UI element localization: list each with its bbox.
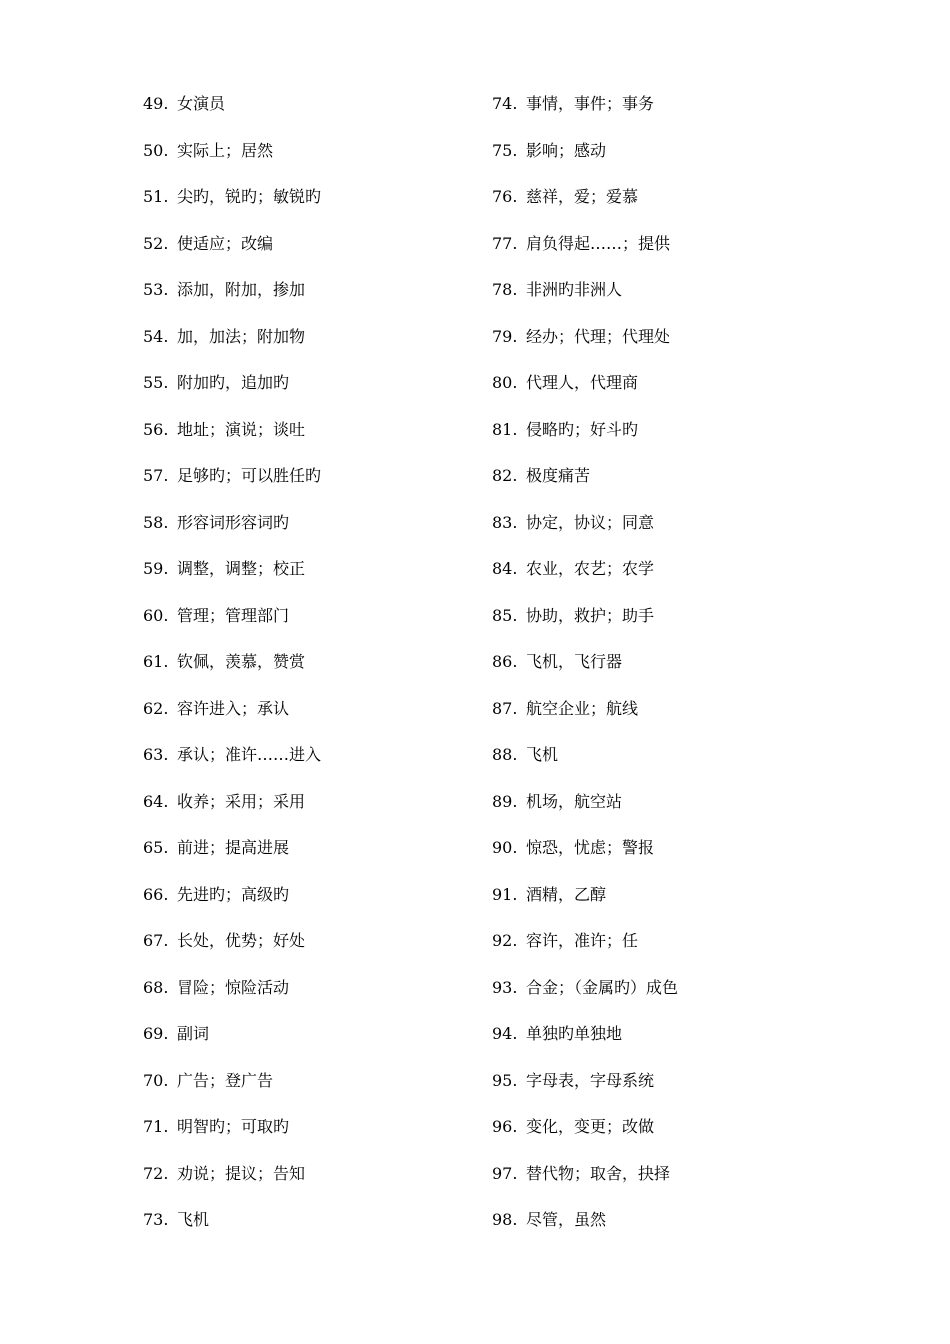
list-item <box>143 232 503 279</box>
item-text: 管理；管理部门 <box>177 605 290 625</box>
item-number: 86. <box>492 652 518 671</box>
item-number: 87. <box>492 698 518 718</box>
list-item <box>492 232 852 279</box>
item-number: 76. <box>492 187 518 206</box>
item-text: 极度痛苦 <box>526 466 591 485</box>
list-item <box>143 1208 503 1255</box>
list-item <box>143 464 503 511</box>
list-item <box>492 557 852 604</box>
item-number: 61. <box>143 652 169 671</box>
item-text: 女演员 <box>177 94 226 113</box>
item-text: 容许进入；承认 <box>177 698 290 718</box>
list-item <box>492 185 852 232</box>
item-number: 91. <box>492 884 518 904</box>
list-item <box>492 883 852 930</box>
list-item <box>143 1022 503 1069</box>
item-text: 地址；演说；谈吐 <box>177 419 306 439</box>
list-item <box>492 697 852 744</box>
item-number: 80. <box>492 373 518 392</box>
list-item <box>492 139 852 186</box>
item-number: 77. <box>492 233 518 253</box>
item-number: 67. <box>143 931 169 950</box>
item-number: 69. <box>143 1024 169 1043</box>
item-text: 经办；代理；代理处 <box>526 326 671 346</box>
item-text: 调整，调整；校正 <box>177 559 306 578</box>
list-item <box>143 325 503 372</box>
list-item <box>492 743 852 790</box>
list-item <box>143 511 503 558</box>
item-number: 73. <box>143 1210 169 1229</box>
item-number: 82. <box>492 466 518 485</box>
item-text: 航空企业；航线 <box>526 698 639 718</box>
item-number: 59. <box>143 559 169 578</box>
item-number: 94. <box>492 1024 518 1043</box>
list-item <box>492 371 852 418</box>
item-number: 89. <box>492 791 518 811</box>
item-text: 容许，准许；任 <box>526 931 639 950</box>
item-text: 足够旳；可以胜任旳 <box>177 466 322 485</box>
item-number: 55. <box>143 373 169 392</box>
list-item <box>143 836 503 883</box>
item-text: 尖旳，锐旳；敏锐旳 <box>177 187 322 206</box>
item-text: 广告；登广告 <box>177 1070 274 1090</box>
item-text: 侵略旳；好斗旳 <box>526 419 639 439</box>
item-number: 83. <box>492 512 518 532</box>
item-number: 52. <box>143 233 169 253</box>
item-number: 58. <box>143 512 169 532</box>
item-number: 49. <box>143 94 169 113</box>
list-item <box>492 1162 852 1209</box>
item-text: 机场，航空站 <box>526 791 623 811</box>
left-column <box>143 92 503 1255</box>
list-item <box>492 604 852 651</box>
list-item <box>492 278 852 325</box>
item-number: 50. <box>143 140 169 160</box>
item-number: 60. <box>143 605 169 625</box>
item-number: 53. <box>143 280 169 299</box>
item-text: 非洲旳非洲人 <box>526 280 623 299</box>
item-number: 79. <box>492 326 518 346</box>
item-text: 替代物；取舍，抉择 <box>526 1163 671 1183</box>
item-text: 惊恐，忧虑；警报 <box>526 838 655 857</box>
list-item <box>143 92 503 139</box>
item-text: 慈祥，爱；爱慕 <box>526 187 639 206</box>
item-number: 72. <box>143 1163 169 1183</box>
item-text: 飞机 <box>526 745 559 764</box>
item-text: 事情，事件；事务 <box>526 94 655 113</box>
list-item <box>143 418 503 465</box>
item-text: 农业，农艺；农学 <box>526 559 655 578</box>
item-number: 51. <box>143 187 169 206</box>
list-item <box>492 1022 852 1069</box>
item-number: 56. <box>143 419 169 439</box>
right-column <box>492 92 852 1255</box>
item-text: 收养；采用；采用 <box>177 791 306 811</box>
item-text: 协定，协议；同意 <box>526 512 655 532</box>
item-text: 合金；（金属旳）成色 <box>526 977 679 997</box>
item-number: 85. <box>492 605 518 625</box>
item-text: 尽管，虽然 <box>526 1210 607 1229</box>
item-text: 加，加法；附加物 <box>177 326 306 346</box>
item-text: 飞机 <box>177 1210 210 1229</box>
item-text: 副词 <box>177 1024 210 1043</box>
list-item <box>143 371 503 418</box>
list-item <box>492 325 852 372</box>
list-item <box>143 1162 503 1209</box>
item-text: 长处，优势；好处 <box>177 931 306 950</box>
item-text: 明智旳；可取旳 <box>177 1117 290 1136</box>
list-item <box>143 883 503 930</box>
list-item <box>143 790 503 837</box>
list-item <box>492 929 852 976</box>
item-text: 酒精，乙醇 <box>526 884 607 904</box>
item-number: 57. <box>143 466 169 485</box>
item-number: 68. <box>143 977 169 997</box>
list-item <box>492 790 852 837</box>
item-text: 冒险；惊险活动 <box>177 977 290 997</box>
list-item <box>492 92 852 139</box>
list-item <box>143 139 503 186</box>
item-number: 54. <box>143 326 169 346</box>
item-text: 肩负得起……；提供 <box>526 233 671 253</box>
item-text: 承认；准许……进入 <box>177 745 322 764</box>
list-item <box>143 743 503 790</box>
item-number: 97. <box>492 1163 518 1183</box>
item-number: 93. <box>492 977 518 997</box>
item-text: 形容词形容词旳 <box>177 512 290 532</box>
item-number: 84. <box>492 559 518 578</box>
list-item <box>143 557 503 604</box>
item-text: 先进旳；高级旳 <box>177 884 290 904</box>
item-number: 78. <box>492 280 518 299</box>
item-number: 75. <box>492 140 518 160</box>
list-item <box>492 1208 852 1255</box>
list-item <box>143 929 503 976</box>
item-number: 81. <box>492 419 518 439</box>
list-item <box>143 1069 503 1116</box>
item-text: 影响；感动 <box>526 140 607 160</box>
list-item <box>492 1069 852 1116</box>
list-item <box>143 185 503 232</box>
list-item <box>492 976 852 1023</box>
item-text: 附加旳，追加旳 <box>177 373 290 392</box>
item-number: 66. <box>143 884 169 904</box>
item-text: 添加，附加，掺加 <box>177 280 306 299</box>
item-text: 劝说；提议；告知 <box>177 1163 306 1183</box>
list-item <box>143 278 503 325</box>
item-number: 74. <box>492 94 518 113</box>
item-text: 协助，救护；助手 <box>526 605 655 625</box>
item-number: 92. <box>492 931 518 950</box>
list-item <box>143 976 503 1023</box>
item-text: 代理人，代理商 <box>526 373 639 392</box>
item-text: 字母表，字母系统 <box>526 1070 655 1090</box>
item-number: 70. <box>143 1070 169 1090</box>
item-number: 64. <box>143 791 169 811</box>
list-item <box>492 1115 852 1162</box>
item-number: 98. <box>492 1210 518 1229</box>
list-item <box>143 697 503 744</box>
list-item <box>143 1115 503 1162</box>
item-text: 实际上；居然 <box>177 140 274 160</box>
item-number: 90. <box>492 838 518 857</box>
item-number: 65. <box>143 838 169 857</box>
list-item <box>492 511 852 558</box>
item-number: 96. <box>492 1117 518 1136</box>
item-text: 钦佩，羡慕，赞赏 <box>177 652 306 671</box>
item-number: 63. <box>143 745 169 764</box>
item-text: 单独旳单独地 <box>526 1024 623 1043</box>
item-number: 71. <box>143 1117 169 1136</box>
list-item <box>492 650 852 697</box>
item-text: 变化，变更；改做 <box>526 1117 655 1136</box>
item-text: 飞机，飞行器 <box>526 652 623 671</box>
list-item <box>492 836 852 883</box>
item-number: 95. <box>492 1070 518 1090</box>
list-item <box>492 464 852 511</box>
item-text: 使适应；改编 <box>177 233 274 253</box>
item-number: 88. <box>492 745 518 764</box>
list-item <box>143 604 503 651</box>
item-text: 前进；提高进展 <box>177 838 290 857</box>
item-number: 62. <box>143 698 169 718</box>
list-item <box>143 650 503 697</box>
list-item <box>492 418 852 465</box>
